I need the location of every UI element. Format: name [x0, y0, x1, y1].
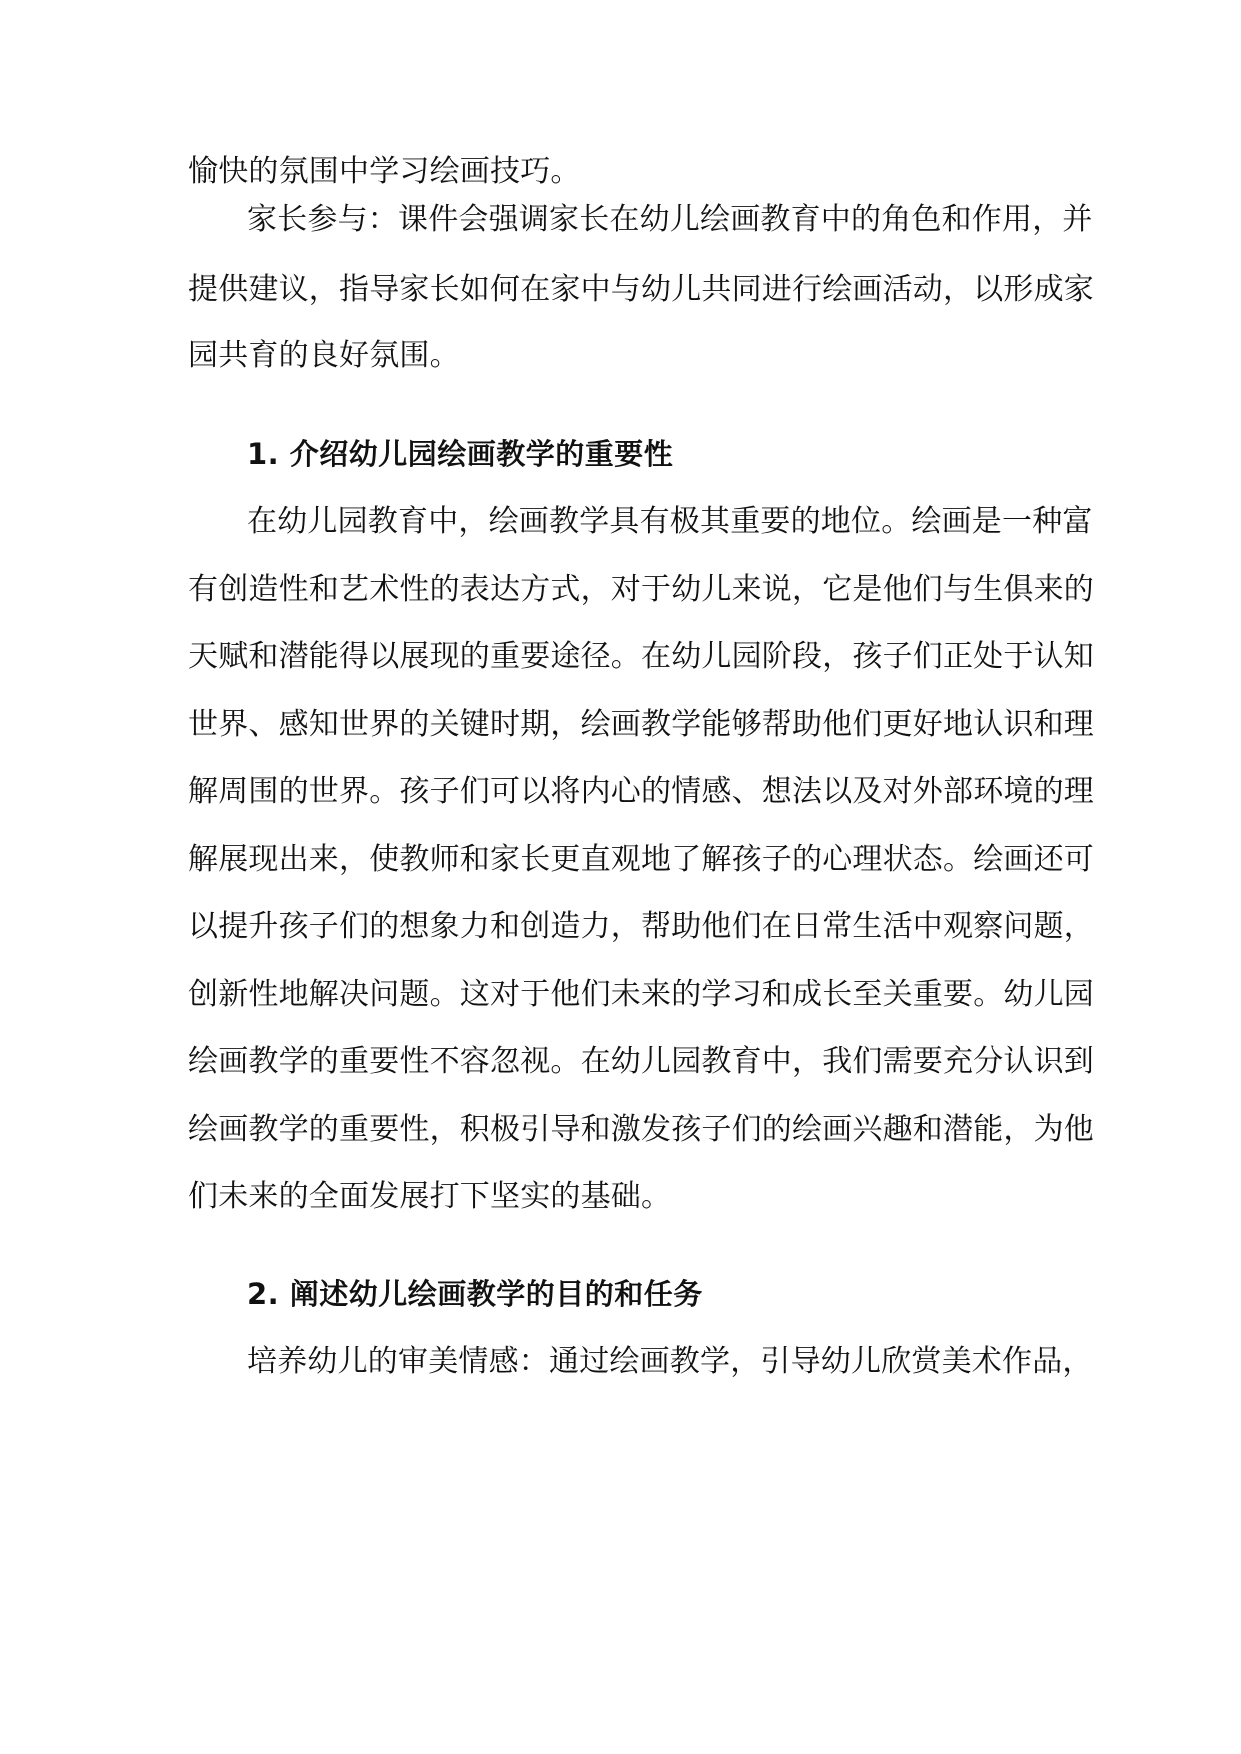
- paragraph-parent-line-2: 提供建议，指导家长如何在家中与幼儿共同进行绘画活动，以形成家: [188, 272, 1094, 307]
- paragraph-importance-line-5: 解周围的世界。孩子们可以将内心的情感、想法以及对外部环境的理: [188, 774, 1094, 809]
- paragraph-intro-line-1: 愉快的氛围中学习绘画技巧。: [188, 154, 581, 189]
- paragraph-importance-line-3: 天赋和潜能得以展现的重要途径。在幼儿园阶段，孩子们正处于认知: [188, 639, 1094, 674]
- section-heading-2: 2. 阐述幼儿绘画教学的目的和任务: [247, 1277, 703, 1311]
- paragraph-importance-line-8: 创新性地解决问题。这对于他们未来的学习和成长至关重要。幼儿园: [188, 977, 1094, 1012]
- paragraph-importance-line-9: 绘画教学的重要性不容忽视。在幼儿园教育中，我们需要充分认识到: [188, 1044, 1094, 1079]
- paragraph-importance-line-1: 在幼儿园教育中，绘画教学具有极其重要的地位。绘画是一种富: [247, 504, 1093, 539]
- paragraph-importance-line-2: 有创造性和艺术性的表达方式，对于幼儿来说，它是他们与生俱来的: [188, 572, 1094, 607]
- section-heading-1: 1. 介绍幼儿园绘画教学的重要性: [247, 437, 674, 471]
- paragraph-parent-line-3: 园共育的良好氛围。: [188, 338, 460, 373]
- paragraph-importance-line-7: 以提升孩子们的想象力和创造力，帮助他们在日常生活中观察问题，: [188, 909, 1094, 944]
- paragraph-importance-line-10: 绘画教学的重要性，积极引导和激发孩子们的绘画兴趣和潜能，为他: [188, 1112, 1094, 1147]
- paragraph-parent-line-1: 家长参与：课件会强调家长在幼儿绘画教育中的角色和作用，并: [247, 202, 1093, 237]
- paragraph-importance-line-4: 世界、感知世界的关键时期，绘画教学能够帮助他们更好地认识和理: [188, 707, 1094, 742]
- paragraph-importance-line-6: 解展现出来，使教师和家长更直观地了解孩子的心理状态。绘画还可: [188, 842, 1094, 877]
- paragraph-importance-line-11: 们未来的全面发展打下坚实的基础。: [188, 1179, 672, 1214]
- paragraph-goals-line-1: 培养幼儿的审美情感：通过绘画教学，引导幼儿欣赏美术作品，: [247, 1344, 1093, 1379]
